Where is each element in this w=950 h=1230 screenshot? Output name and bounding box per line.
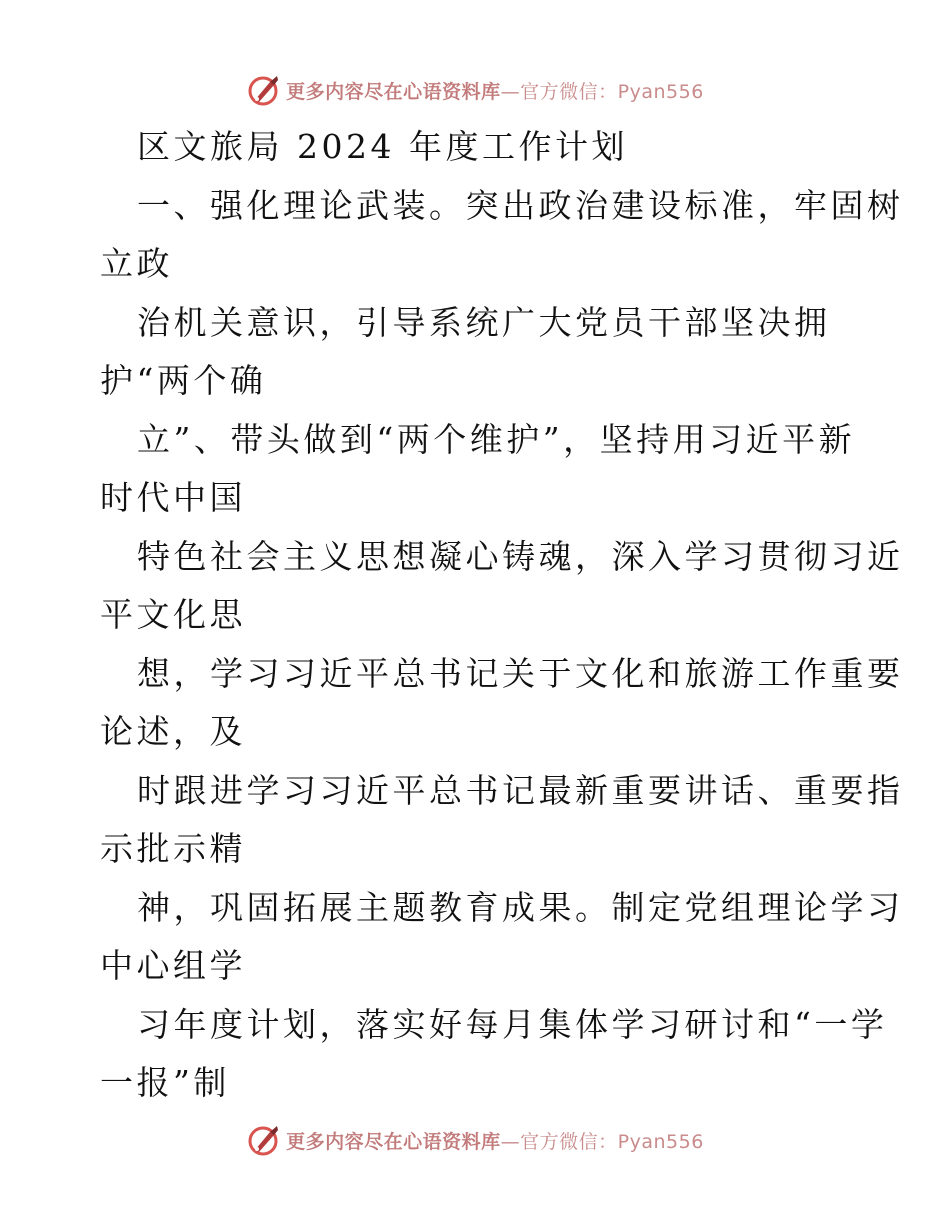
paragraph-line: 立”、带头做到“两个维护”，坚持用习近平新 (137, 419, 856, 459)
paragraph-line: 一报”制 (100, 1063, 230, 1102)
watermark-contact: —官方微信：Pyan556 (500, 80, 704, 103)
paragraph-line: 特色社会主义思想凝心铸魂，深入学习贯彻习近 (137, 536, 904, 576)
paragraph-line: 示批示精 (100, 829, 246, 868)
watermark-contact: —官方微信：Pyan556 (500, 1130, 704, 1153)
paragraph-line: 时代中国 (100, 478, 246, 517)
quill-pen-logo-icon (246, 72, 282, 108)
paragraph-line: 神，巩固拓展主题教育成果。制定党组理论学习 (137, 887, 904, 927)
watermark-brand: 更多内容尽在心语资料库 (286, 1130, 501, 1153)
paragraph-line: 平文化思 (100, 595, 246, 634)
paragraph-line: 习年度计划，落实好每月集体学习研讨和“一学 (137, 1004, 888, 1044)
header-watermark-banner (0, 68, 950, 112)
paragraph-line: 想，学习习近平总书记关于文化和旅游工作重要 (137, 653, 904, 693)
footer-watermark-banner (0, 1118, 950, 1162)
document-body (100, 118, 904, 1113)
paragraph-line: 中心组学 (100, 946, 246, 985)
watermark-text (286, 77, 704, 104)
paragraph-line: 治机关意识，引导系统广大党员干部坚决拥 (137, 302, 831, 342)
paragraph-line: 护“两个确 (100, 361, 267, 400)
watermark-brand: 更多内容尽在心语资料库 (286, 80, 501, 103)
paragraph-line: 论述，及 (100, 712, 246, 751)
paragraph-line: 时跟进学习习近平总书记最新重要讲话、重要指 (137, 770, 904, 810)
paragraph-line: 一、强化理论武装。突出政治建设标准，牢固树 (137, 185, 904, 225)
quill-pen-logo-icon (246, 1122, 282, 1158)
paragraph-line: 立政 (100, 244, 173, 283)
watermark-text (286, 1127, 704, 1154)
document-title: 区文旅局 2024 年度工作计划 (137, 127, 628, 166)
